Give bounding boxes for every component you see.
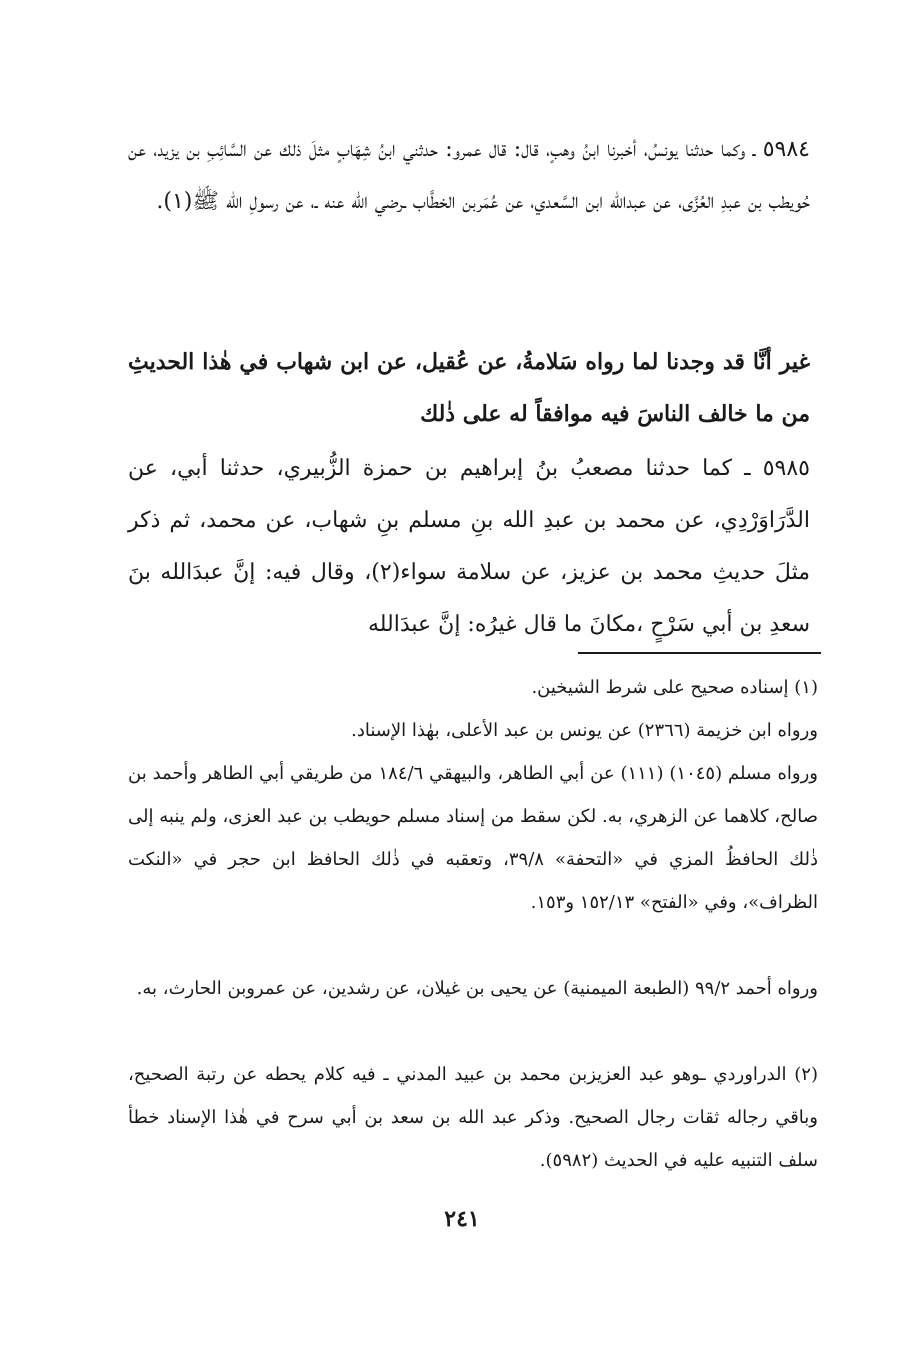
footnote-1-paragraph-4: ورواه أحمد ٩٩/٢ (الطبعة الميمنية) عن يحيى بن غيلان، عن رشدين، عن عمروبن الحارث، به. [136, 978, 818, 999]
commentary-paragraph: غير أنَّا قد وجدنا لما رواه سَلامةُ، عن عُقيل، عن ابن شهاب في هٰذا الحديثِ من ما خالف الناسَ فيه موافقاً له على ذٰلك [128, 349, 810, 427]
footnote-2: (٢) الدراوردي ـوهو عبد العزيزبن محمد بن عبيد المدني ـ فيه كلام يحطه عن رتبة الصحيح، وباقي رجاله ثقات رجال الصحيح. وذكر عبد الله بن سعد بن أبي سرح في هٰذا الإسناد خطأ سلف التنبيه عليه في الحديث (٥٩٨٢). [128, 1064, 818, 1171]
footnote-1-line-2: ورواه ابن خزيمة (٢٣٦٦) عن يونس بن عبد الأعلى، بهٰذا الإسناد. [351, 720, 818, 741]
footnote-1-line-1: (١) إسناده صحيح على شرط الشيخين. [531, 677, 818, 698]
footnote-separator [578, 652, 821, 654]
hadith-paragraph-5984: ٥٩٨٤ ـ وكما حدثنا يونسُ، أخبرنا ابنُ وهبٍ، قال: قال عمرو: حدثني ابنُ شِهَابٍ مثلَ ذلك عن السَّائِبِ بن يزيد، عن حُويطب بن عبدِ العُزَّى، عن عبدالله ابن السَّعدي، عن عُمَربن الخطَّاب ـرضي الله عنه ـ، عن رسولِ الله ﷺ(١). [128, 137, 810, 214]
footnote-1-paragraph-3: ورواه مسلم (١٠٤٥) (١١١) عن أبي الطاهر، والبيهقي ١٨٤/٦ من طريقي أبي الطاهر وأحمد بن صالح، كلاهما عن الزهري، به. لكن سقط من إسناد مسلم حويطب بن عبد العزى، ولم ينبه إلى ذٰلك الحافظُ المزي في «التحفة» ٣٩/٨، وتعقبه في ذٰلك الحافظ ابن حجر في «النكت الظراف»، وفي «الفتح» ١٥٢/١٣ و١٥٣. [128, 763, 818, 913]
hadith-paragraph-5985: ٥٩٨٥ ـ كما حدثنا مصعبُ بنُ إبراهيم بن حمزة الزُّبيري، حدثنا أبي، عن الدَّرَاوَرْدِي، عن محمد بن عبدِ الله بنِ مسلم بنِ شهاب، عن محمد، ثم ذكر مثلَ حديثِ محمد بن عزيز، عن سلامة سواء(٢)، وقال فيه: إنَّ عبدَالله بنَ سعدِ بن أبي سَرْحٍ ،مكانَ ما قال غيرُه: إنَّ عبدَالله [128, 456, 811, 637]
page-number: ٢٤١ [444, 1206, 480, 1232]
